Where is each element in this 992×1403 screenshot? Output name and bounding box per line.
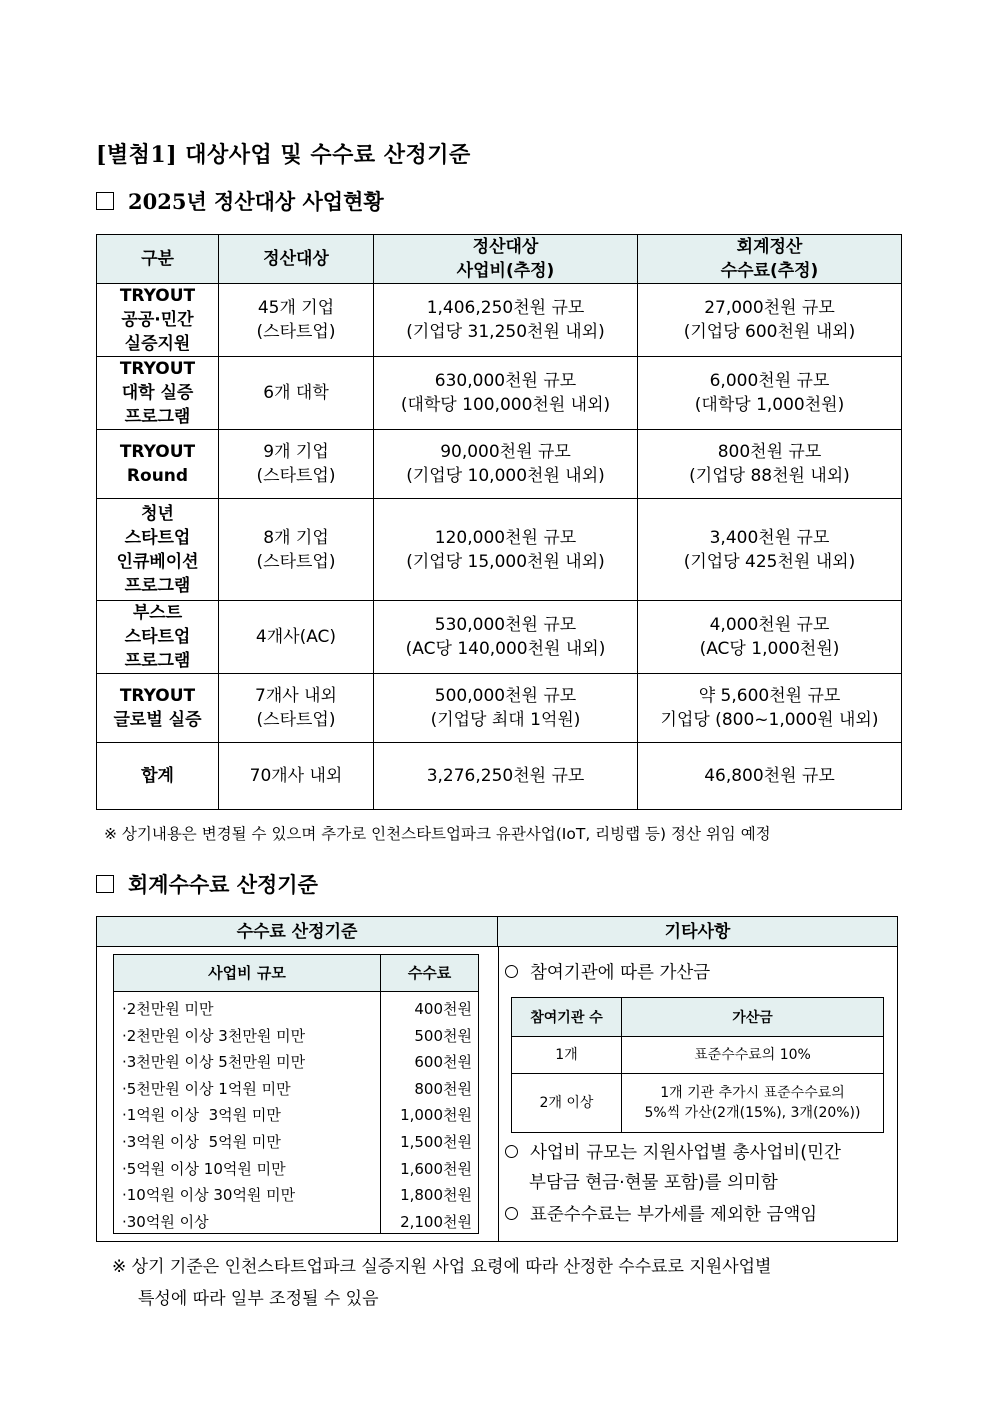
scale-fee-item: 1,500천원 <box>400 1132 472 1151</box>
row-budget: 500,000천원 규모 (기업당 최대 1억원) <box>374 674 638 743</box>
surcharge-amount: 1개 기관 추가시 표준수수료의 5%씩 가산(2개(15%), 3개(20%)) <box>622 1074 884 1133</box>
row-target: 45개 기업 (스타트업) <box>219 284 374 357</box>
project-status-table <box>96 234 902 810</box>
scale-budget-item: ·30억원 이상 <box>122 1212 209 1231</box>
checkbox-icon <box>96 875 114 893</box>
bullet-surcharge <box>505 959 710 984</box>
surcharge-amount: 표준수수료의 10% <box>622 1037 884 1074</box>
scale-fee-item: 600천원 <box>414 1053 472 1072</box>
row-budget: 1,406,250천원 규모 (기업당 31,250천원 내외) <box>374 284 638 357</box>
scale-fee-item: 2,100천원 <box>400 1212 472 1231</box>
checkbox-icon <box>96 192 114 210</box>
surcharge-table <box>511 997 884 1133</box>
total-target: 70개사 내외 <box>219 743 374 810</box>
scale-fee-item: 1,000천원 <box>400 1106 472 1125</box>
header-target: 정산대상 <box>219 235 374 284</box>
row-category: 청년 스타트업 인큐베이션 프로그램 <box>97 499 219 601</box>
row-target: 4개사(AC) <box>219 601 374 674</box>
table-row <box>97 357 902 430</box>
fee-scale-header <box>114 955 478 992</box>
bullet-budget-meaning-text: 사업비 규모는 지원사업별 총사업비(민간 <box>530 1143 841 1163</box>
total-fee: 46,800천원 규모 <box>638 743 902 810</box>
scale-fee-item: 1,600천원 <box>400 1159 472 1178</box>
scale-budget-item: ·2천만원 미만 <box>122 1000 214 1018</box>
table-row <box>97 674 902 743</box>
column-divider <box>498 947 499 1241</box>
scale-header-budget: 사업비 규모 <box>114 955 381 991</box>
scale-fee-column <box>381 992 478 1233</box>
row-target: 6개 대학 <box>219 357 374 430</box>
scale-budget-item: ·2천만원 이상 3천만원 미만 <box>122 1026 306 1045</box>
row-fee: 6,000천원 규모 (대학당 1,000천원) <box>638 357 902 430</box>
scale-budget-item: ·10억원 이상 30억원 미만 <box>122 1186 296 1205</box>
fee-scale-table <box>113 954 479 1234</box>
header-fee: 회계정산 수수료(추정) <box>638 235 902 284</box>
row-budget: 120,000천원 규모 (기업당 15,000천원 내외) <box>374 499 638 601</box>
surcharge-header-row <box>512 998 884 1037</box>
row-category: TRYOUT Round <box>97 430 219 499</box>
surcharge-row <box>512 1037 884 1074</box>
surcharge-count: 1개 <box>512 1037 622 1074</box>
section-heading-status <box>96 186 384 216</box>
row-budget: 530,000천원 규모 (AC당 140,000천원 내외) <box>374 601 638 674</box>
criteria-note-line2: 특성에 따라 일부 조정될 수 있음 <box>138 1289 379 1309</box>
surcharge-count: 2개 이상 <box>512 1074 622 1133</box>
row-target: 9개 기업 (스타트업) <box>219 430 374 499</box>
table-row <box>97 601 902 674</box>
scale-header-fee: 수수료 <box>407 964 452 982</box>
criteria-note-line1: ※ 상기 기준은 인천스타트업파크 실증지원 사업 요령에 따라 산정한 수수료로 지원사업별 <box>112 1257 772 1277</box>
table-total-row <box>97 743 902 810</box>
scale-fee-item: 400천원 <box>414 1000 472 1018</box>
total-label: 합계 <box>97 743 219 810</box>
bullet-vat-text: 표준수수료는 부가세를 제외한 금액임 <box>530 1205 818 1225</box>
status-note: ※ 상기내용은 변경될 수 있으며 추가로 인천스타트업파크 유관사업(IoT, 리빙랩 등) 정산 위임 예정 <box>104 825 771 843</box>
fee-criteria-box <box>96 916 898 1242</box>
fee-scale-body <box>114 992 478 1233</box>
bullet-vat <box>505 1201 817 1226</box>
section-heading-status-text: 2025년 정산대상 사업현황 <box>128 189 384 214</box>
row-fee: 4,000천원 규모 (AC당 1,000천원) <box>638 601 902 674</box>
table-header-row <box>97 235 902 284</box>
section-heading-fee-text: 회계수수료 산정기준 <box>128 872 318 897</box>
row-category: TRYOUT 대학 실증 프로그램 <box>97 357 219 430</box>
scale-fee-item: 1,800천원 <box>400 1186 472 1205</box>
row-fee: 800천원 규모 (기업당 88천원 내외) <box>638 430 902 499</box>
scale-budget-column <box>114 992 381 1233</box>
row-category: TRYOUT 공공·민간 실증지원 <box>97 284 219 357</box>
bullet-surcharge-text: 참여기관에 따른 가산금 <box>530 963 711 983</box>
scale-budget-item: ·3천만원 이상 5천만원 미만 <box>122 1053 306 1072</box>
table-row <box>97 284 902 357</box>
circle-bullet-icon <box>505 1207 518 1220</box>
scale-fee-item: 800천원 <box>414 1079 472 1098</box>
surcharge-header-amount: 가산금 <box>622 998 884 1037</box>
header-category: 구분 <box>97 235 219 284</box>
row-category: TRYOUT 글로벌 실증 <box>97 674 219 743</box>
row-fee: 27,000천원 규모 (기업당 600천원 내외) <box>638 284 902 357</box>
row-target: 7개사 내외 (스타트업) <box>219 674 374 743</box>
row-fee: 약 5,600천원 규모 기업당 (800~1,000원 내외) <box>638 674 902 743</box>
scale-budget-item: ·3억원 이상 5억원 미만 <box>122 1132 281 1151</box>
circle-bullet-icon <box>505 965 518 978</box>
section-heading-fee <box>96 869 318 899</box>
surcharge-row <box>512 1074 884 1133</box>
header-budget: 정산대상 사업비(추정) <box>374 235 638 284</box>
page-title: [별첨1] 대상사업 및 수수료 산정기준 <box>96 142 471 168</box>
row-target: 8개 기업 (스타트업) <box>219 499 374 601</box>
scale-budget-item: ·5억원 이상 10억원 미만 <box>122 1159 286 1178</box>
fee-criteria-header: 수수료 산정기준 <box>97 917 498 947</box>
scale-fee-item: 500천원 <box>414 1026 472 1045</box>
scale-budget-item: ·1억원 이상 3억원 미만 <box>122 1106 281 1125</box>
table-row <box>97 430 902 499</box>
row-category: 부스트 스타트업 프로그램 <box>97 601 219 674</box>
scale-budget-item: ·5천만원 이상 1억원 미만 <box>122 1079 291 1098</box>
circle-bullet-icon <box>505 1145 518 1158</box>
row-budget: 90,000천원 규모 (기업당 10,000천원 내외) <box>374 430 638 499</box>
bullet-budget-meaning <box>505 1139 841 1164</box>
total-budget: 3,276,250천원 규모 <box>374 743 638 810</box>
surcharge-header-count: 참여기관 수 <box>512 998 622 1037</box>
table-row <box>97 499 902 601</box>
row-fee: 3,400천원 규모 (기업당 425천원 내외) <box>638 499 902 601</box>
row-budget: 630,000천원 규모 (대학당 100,000천원 내외) <box>374 357 638 430</box>
other-notes-header: 기타사항 <box>498 917 897 947</box>
bullet-budget-meaning-cont: 부담금 현금·현물 포함)를 의미함 <box>529 1173 778 1193</box>
